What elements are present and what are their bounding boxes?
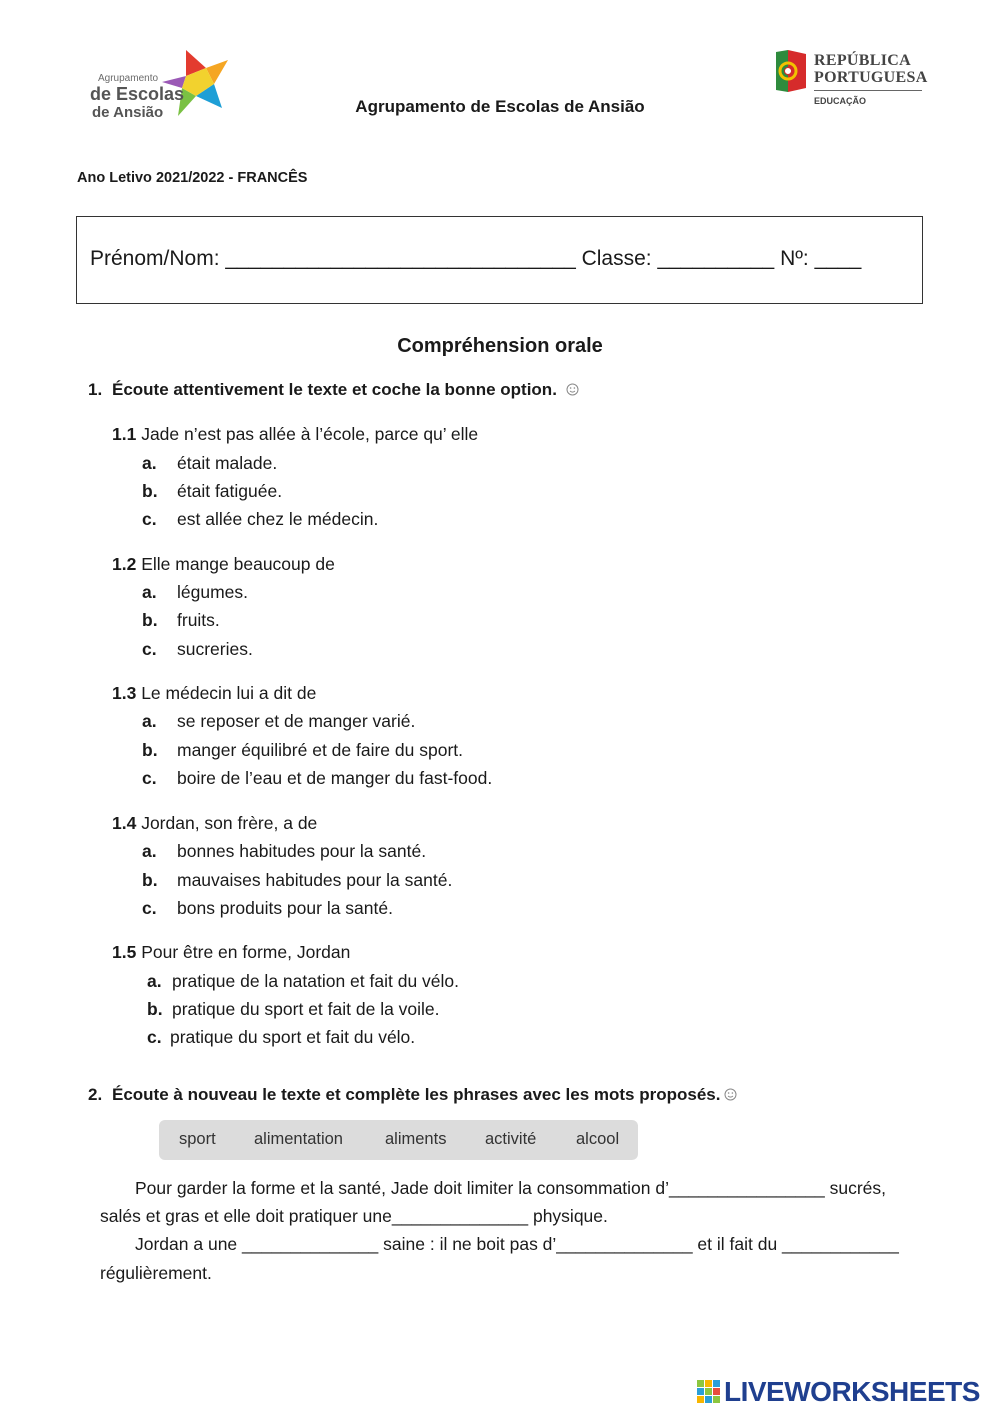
- smiley-icon: [724, 1088, 737, 1101]
- option-text: boire de l’eau et de manger du fast-food.: [177, 768, 493, 788]
- option-letter: c.: [142, 509, 157, 529]
- exercise1-instruction: Écoute attentivement le texte et coche la bonne option.: [112, 380, 557, 399]
- question-1-3: [112, 683, 316, 704]
- exercise1-number: 1.: [88, 380, 103, 399]
- question-stem: Jade n’est pas allée à l’école, parce qu’ elle: [141, 424, 479, 444]
- option-text: se reposer et de manger varié.: [177, 711, 416, 731]
- option-letter: a.: [142, 841, 157, 861]
- option-text: mauvaises habitudes pour la santé.: [177, 870, 453, 890]
- word-bank-item[interactable]: alimentation: [254, 1130, 343, 1148]
- question-1-5: [112, 942, 350, 963]
- fill-paragraph-line[interactable]: Jordan a une ______________ saine : il ne boit pas d’______________ et il fait du ____________: [135, 1234, 899, 1254]
- option-letter: b.: [142, 481, 158, 501]
- school-logo-line3: de Ansião: [92, 104, 164, 121]
- word-bank-item[interactable]: sport: [179, 1130, 216, 1148]
- option-text: bons produits pour la santé.: [177, 898, 393, 918]
- question-number: 1.4: [112, 813, 137, 833]
- school-logo: [90, 46, 230, 122]
- gov-logo-line1: REPÚBLICA: [814, 52, 911, 69]
- gov-logo-line2: PORTUGUESA: [814, 69, 928, 86]
- option-letter: b.: [142, 870, 158, 890]
- question-1-4: [112, 813, 317, 834]
- word-bank: [159, 1120, 638, 1160]
- school-logo-line2: de Escolas: [90, 84, 185, 104]
- option-text: était fatiguée.: [177, 481, 283, 501]
- government-logo: [772, 48, 932, 112]
- school-year-line: Ano Letivo 2021/2022 - FRANCÊS: [77, 170, 308, 186]
- student-info-line[interactable]: Prénom/Nom: ______________________________ Classe: __________ Nº: ____: [90, 247, 862, 270]
- exercise2-title: [88, 1085, 737, 1105]
- question-number: 1.1: [112, 424, 137, 444]
- option-text: sucreries.: [177, 639, 253, 659]
- question-1-2: [112, 554, 335, 575]
- option-text: manger équilibré et de faire du sport.: [177, 740, 463, 760]
- option-text: est allée chez le médecin.: [177, 509, 379, 529]
- option-letter: c.: [147, 1027, 162, 1047]
- smiley-icon: [566, 383, 579, 396]
- fill-paragraph-line[interactable]: salés et gras et elle doit pratiquer une______________ physique.: [100, 1206, 608, 1226]
- gov-logo-line3: EDUCAÇÃO: [814, 96, 867, 106]
- word-bank-item[interactable]: activité: [485, 1130, 537, 1148]
- school-name: Agrupamento de Escolas de Ansião: [355, 97, 645, 116]
- option-letter: a.: [142, 711, 157, 731]
- question-number: 1.2: [112, 554, 137, 574]
- option-letter: a.: [147, 971, 162, 991]
- option-letter: a.: [142, 453, 157, 473]
- exercise2-instruction: Écoute à nouveau le texte et complète les phrases avec les mots proposés.: [112, 1085, 721, 1104]
- option-letter: c.: [142, 768, 157, 788]
- question-stem: Le médecin lui a dit de: [141, 683, 317, 703]
- question-number: 1.3: [112, 683, 137, 703]
- exercise2-number: 2.: [88, 1085, 103, 1104]
- option-text: bonnes habitudes pour la santé.: [177, 841, 427, 861]
- fill-paragraph-line: régulièrement.: [100, 1263, 212, 1283]
- option-letter: b.: [142, 740, 158, 760]
- word-bank-item[interactable]: aliments: [385, 1130, 447, 1148]
- question-stem: Elle mange beaucoup de: [141, 554, 335, 574]
- exercise1-title: [88, 380, 579, 400]
- question-stem: Jordan, son frère, a de: [141, 813, 318, 833]
- fill-paragraph-line[interactable]: Pour garder la forme et la santé, Jade doit limiter la consommation d’________________ sucrés,: [135, 1178, 886, 1198]
- school-logo-line1: Agrupamento: [98, 73, 159, 84]
- option-text: pratique du sport et fait de la voile.: [172, 999, 440, 1019]
- question-1-1: [112, 424, 478, 445]
- option-text: pratique du sport et fait du vélo.: [170, 1027, 416, 1047]
- gov-logo-divider: [814, 90, 922, 91]
- question-number: 1.5: [112, 942, 137, 962]
- option-letter: b.: [147, 999, 163, 1019]
- section-title: Compréhension orale: [397, 335, 603, 357]
- word-bank-item[interactable]: alcool: [576, 1130, 620, 1148]
- option-letter: b.: [142, 610, 158, 630]
- liveworksheets-grid-icon: [697, 1380, 721, 1406]
- option-text: était malade.: [177, 453, 278, 473]
- option-text: pratique de la natation et fait du vélo.: [172, 971, 460, 991]
- option-letter: a.: [142, 582, 157, 602]
- option-letter: c.: [142, 898, 157, 918]
- question-stem: Pour être en forme, Jordan: [141, 942, 351, 962]
- liveworksheets-brand: LIVEWORKSHEETS: [724, 1376, 980, 1407]
- option-text: fruits.: [177, 610, 220, 630]
- student-info-box: [76, 216, 923, 304]
- option-text: légumes.: [177, 582, 249, 602]
- portuguese-flag-icon: [772, 48, 810, 94]
- option-letter: c.: [142, 639, 157, 659]
